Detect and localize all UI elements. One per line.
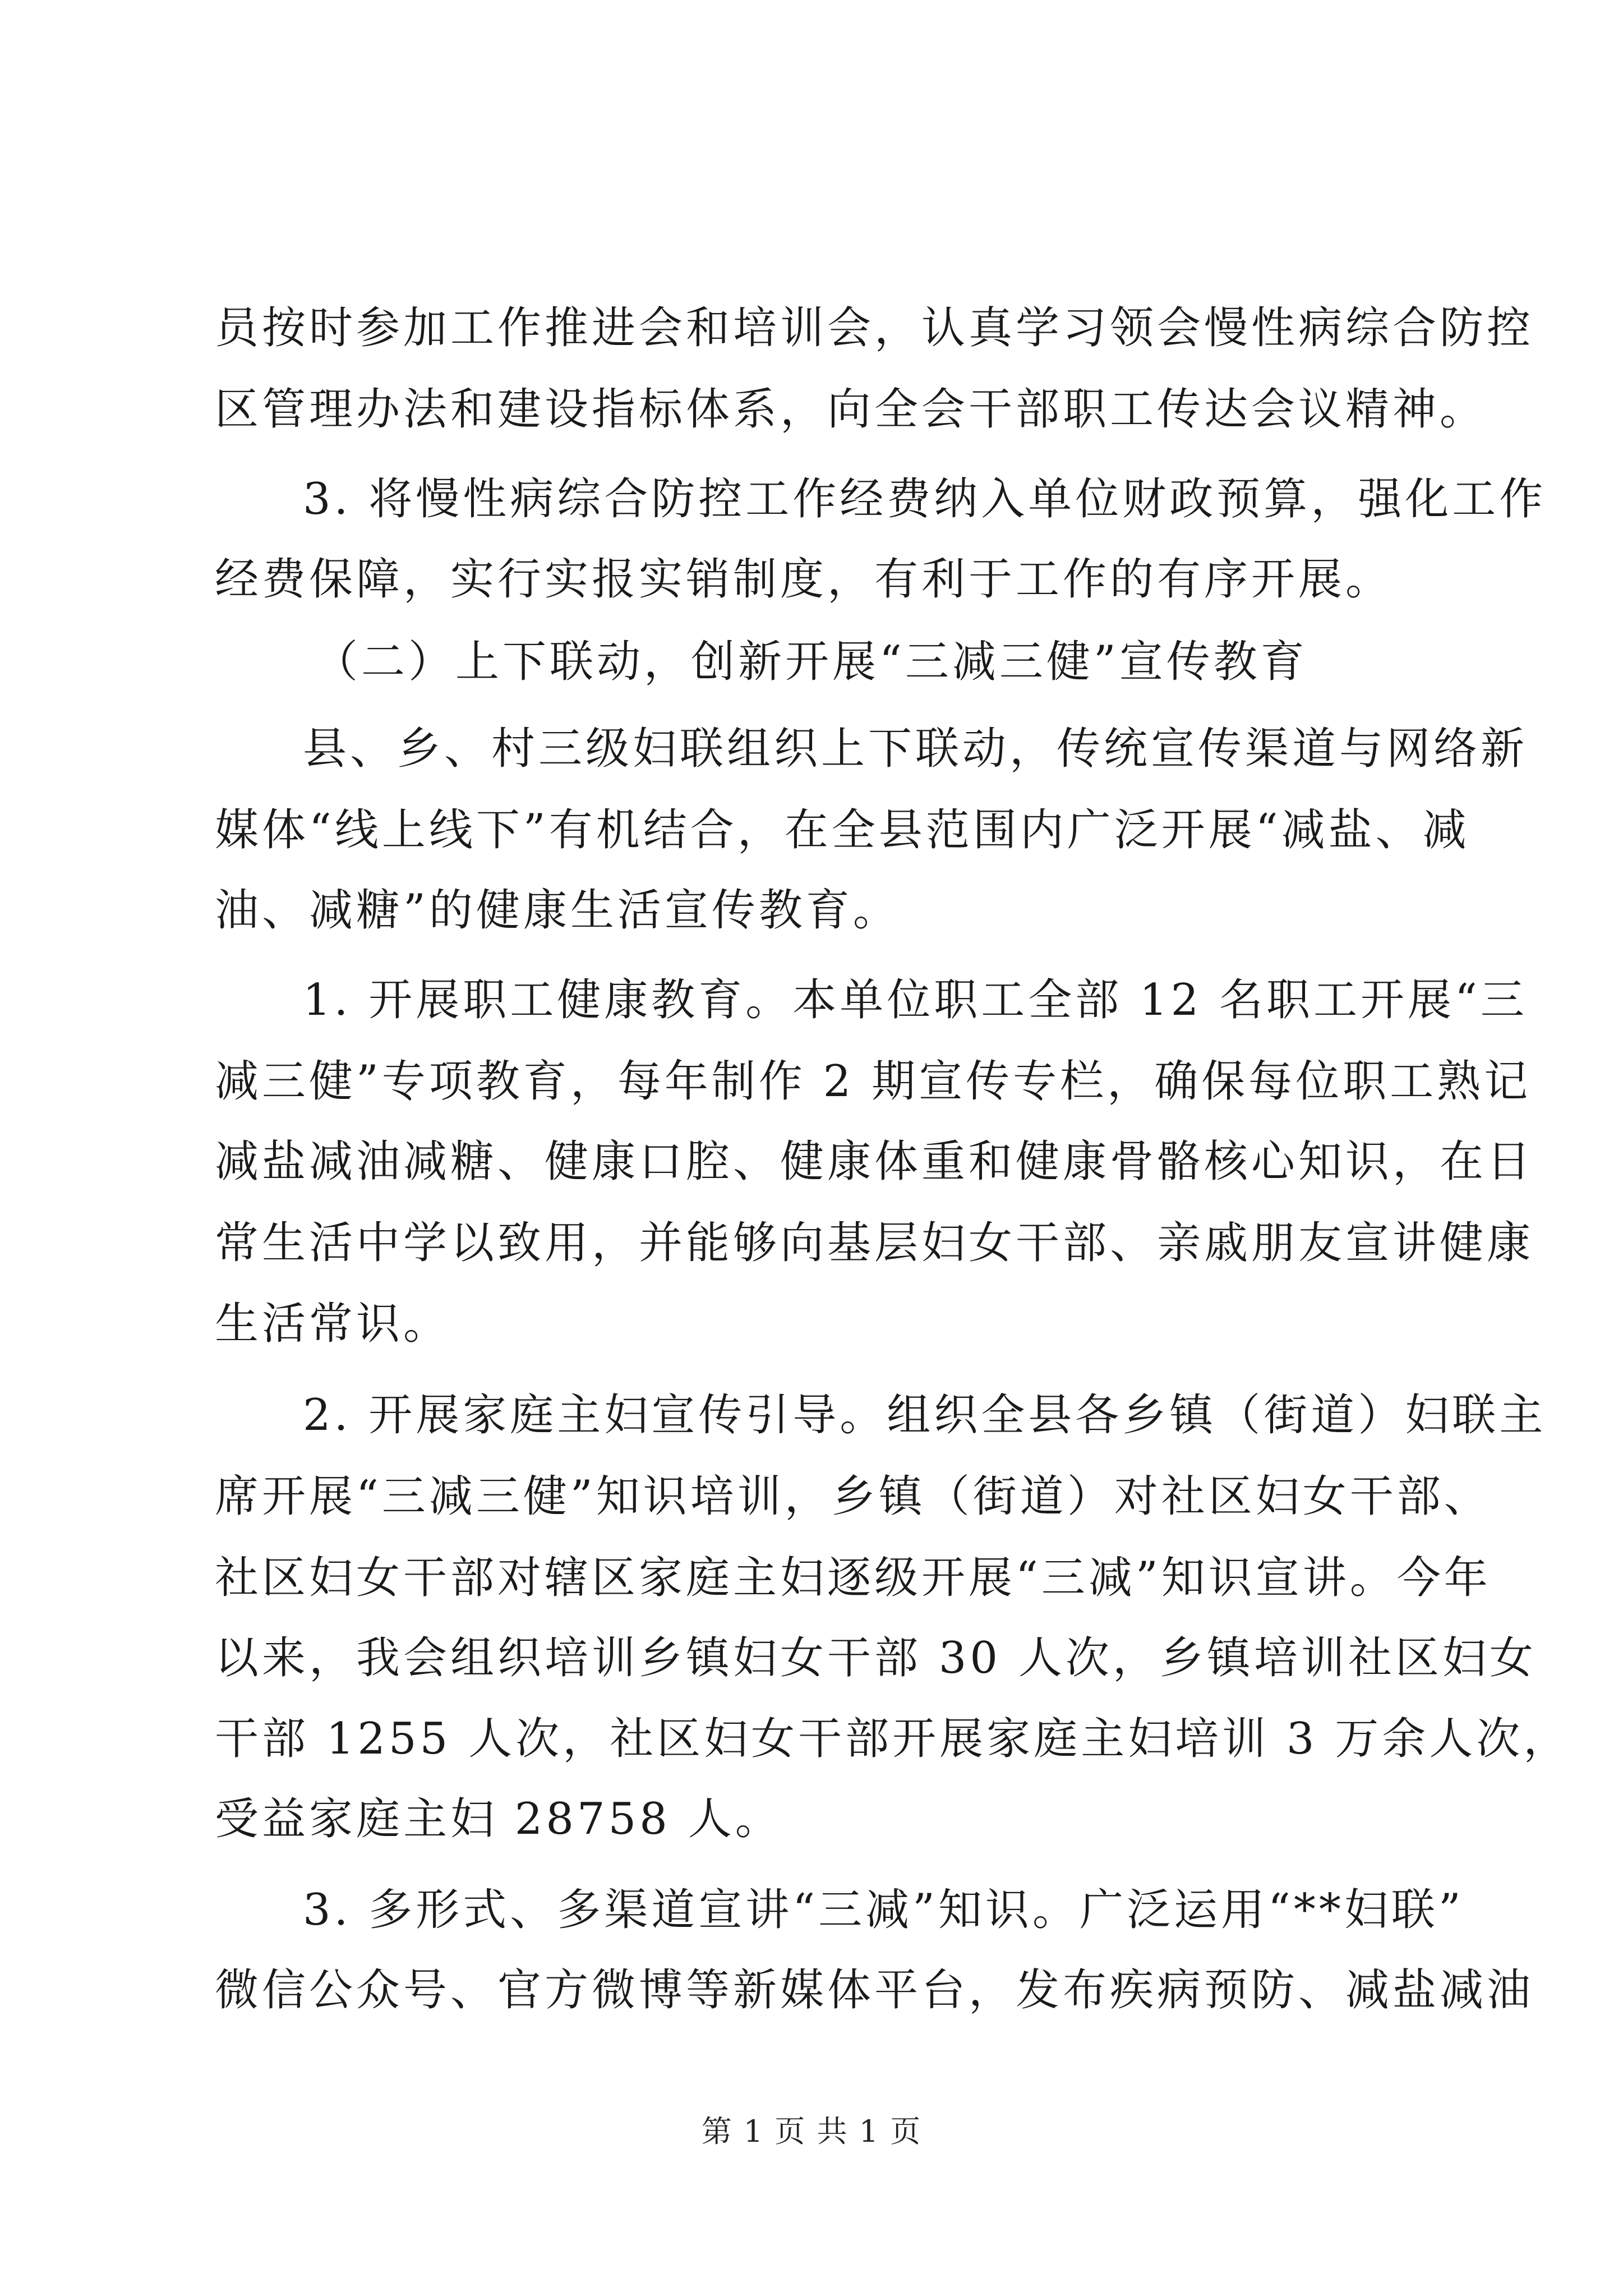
paragraph-line: 油、减糖”的健康生活宣传教育。 bbox=[215, 885, 900, 936]
paragraph-line: 微信公众号、官方微博等新媒体平台，发布疾病预防、减盐减油 bbox=[215, 1965, 1534, 2016]
paragraph-line: 区管理办法和建设指标体系，向全会干部职工传达会议精神。 bbox=[215, 384, 1487, 435]
paragraph-line: 3. 多形式、多渠道宣讲“三减”知识。广泛运用“**妇联” bbox=[303, 1885, 1464, 1935]
paragraph-line: 经费保障，实行实报实销制度，有利于工作的有序开展。 bbox=[215, 554, 1393, 605]
paragraph-line: 减盐减油减糖、健康口腔、健康体重和健康骨骼核心知识，在日 bbox=[215, 1137, 1534, 1187]
paragraph-line: 常生活中学以致用，并能够向基层妇女干部、亲戚朋友宣讲健康 bbox=[215, 1218, 1534, 1268]
paragraph-line: 3. 将慢性病综合防控工作经费纳入单位财政预算，强化工作 bbox=[303, 474, 1547, 524]
paragraph-line: 减三健”专项教育，每年制作 2 期宣传专栏，确保每位职工熟记 bbox=[215, 1056, 1532, 1107]
paragraph-line: 1. 开展职工健康教育。本单位职工全部 12 名职工开展“三 bbox=[303, 975, 1528, 1025]
paragraph-line: 干部 1255 人次，社区妇女干部开展家庭主妇培训 3 万余人次， bbox=[215, 1714, 1571, 1764]
paragraph-line: 2. 开展家庭主妇宣传引导。组织全县各乡镇（街道）妇联主 bbox=[303, 1390, 1547, 1441]
paragraph-line: 生活常识。 bbox=[215, 1299, 451, 1349]
paragraph-line: 员按时参加工作推进会和培训会，认真学习领会慢性病综合防控 bbox=[215, 303, 1534, 353]
paragraph-line: 以来，我会组织培训乡镇妇女干部 30 人次，乡镇培训社区妇女 bbox=[215, 1633, 1537, 1683]
section-heading: （二）上下联动，创新开展“三减三健”宣传教育 bbox=[314, 637, 1308, 687]
page-footer: 第 1 页 共 1 页 bbox=[701, 2114, 922, 2149]
paragraph-line: 席开展“三减三健”知识培训，乡镇（街道）对社区妇女干部、 bbox=[215, 1471, 1491, 1522]
paragraph-line: 受益家庭主妇 28758 人。 bbox=[215, 1794, 782, 1844]
paragraph-line: 县、乡、村三级妇联组织上下联动，传统宣传渠道与网络新 bbox=[303, 724, 1528, 774]
paragraph-line: 媒体“线上线下”有机结合，在全县范围内广泛开展“减盐、减 bbox=[215, 805, 1470, 855]
paragraph-line: 社区妇女干部对辖区家庭主妇逐级开展“三减”知识宣讲。今年 bbox=[215, 1553, 1491, 1603]
